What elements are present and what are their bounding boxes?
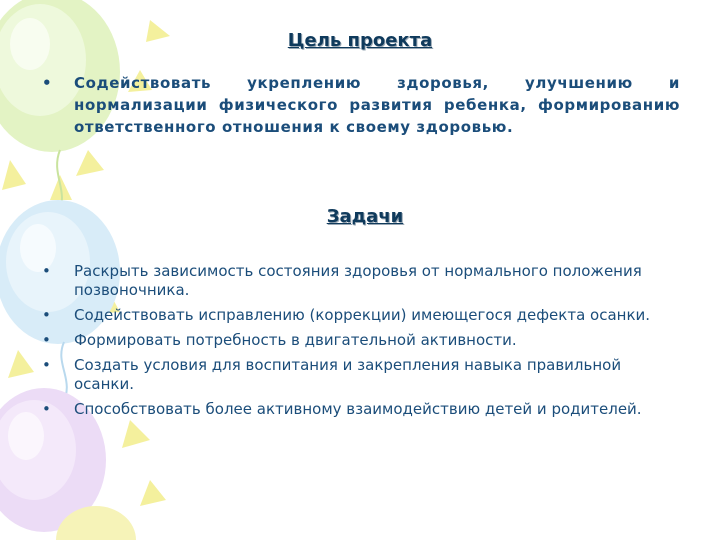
goal-list [42, 72, 680, 138]
project-goal-title: Цель проекта [287, 30, 433, 51]
task-text: Создать условия для воспитания и закрепления навыка правильной осанки. [74, 356, 622, 393]
bullet: • [42, 262, 51, 280]
task-text: Раскрыть зависимость состояния здоровья от нормального положения позвоночника. [74, 262, 642, 299]
goal-item [42, 72, 680, 138]
task-list [42, 262, 662, 425]
task-item [42, 356, 662, 394]
bullet: • [42, 400, 51, 418]
goal-text: Содействовать укреплению здоровья, улучшению и нормализации физического развития ребенка, формированию ответственного отношения к своему здоровью. [74, 74, 680, 136]
task-text: Формировать потребность в двигательной активности. [74, 331, 517, 349]
bullet: • [42, 306, 51, 324]
task-item [42, 262, 662, 300]
task-item [42, 306, 662, 325]
task-item [42, 331, 662, 350]
task-text: Содействовать исправлению (коррекции) имеющегося дефекта осанки. [74, 306, 651, 324]
task-item [42, 400, 662, 419]
bullet: • [42, 74, 53, 92]
bullet: • [42, 331, 51, 349]
task-text: Способствовать более активному взаимодействию детей и родителей. [74, 400, 642, 418]
bullet: • [42, 356, 51, 374]
tasks-title: Задачи [326, 206, 404, 227]
